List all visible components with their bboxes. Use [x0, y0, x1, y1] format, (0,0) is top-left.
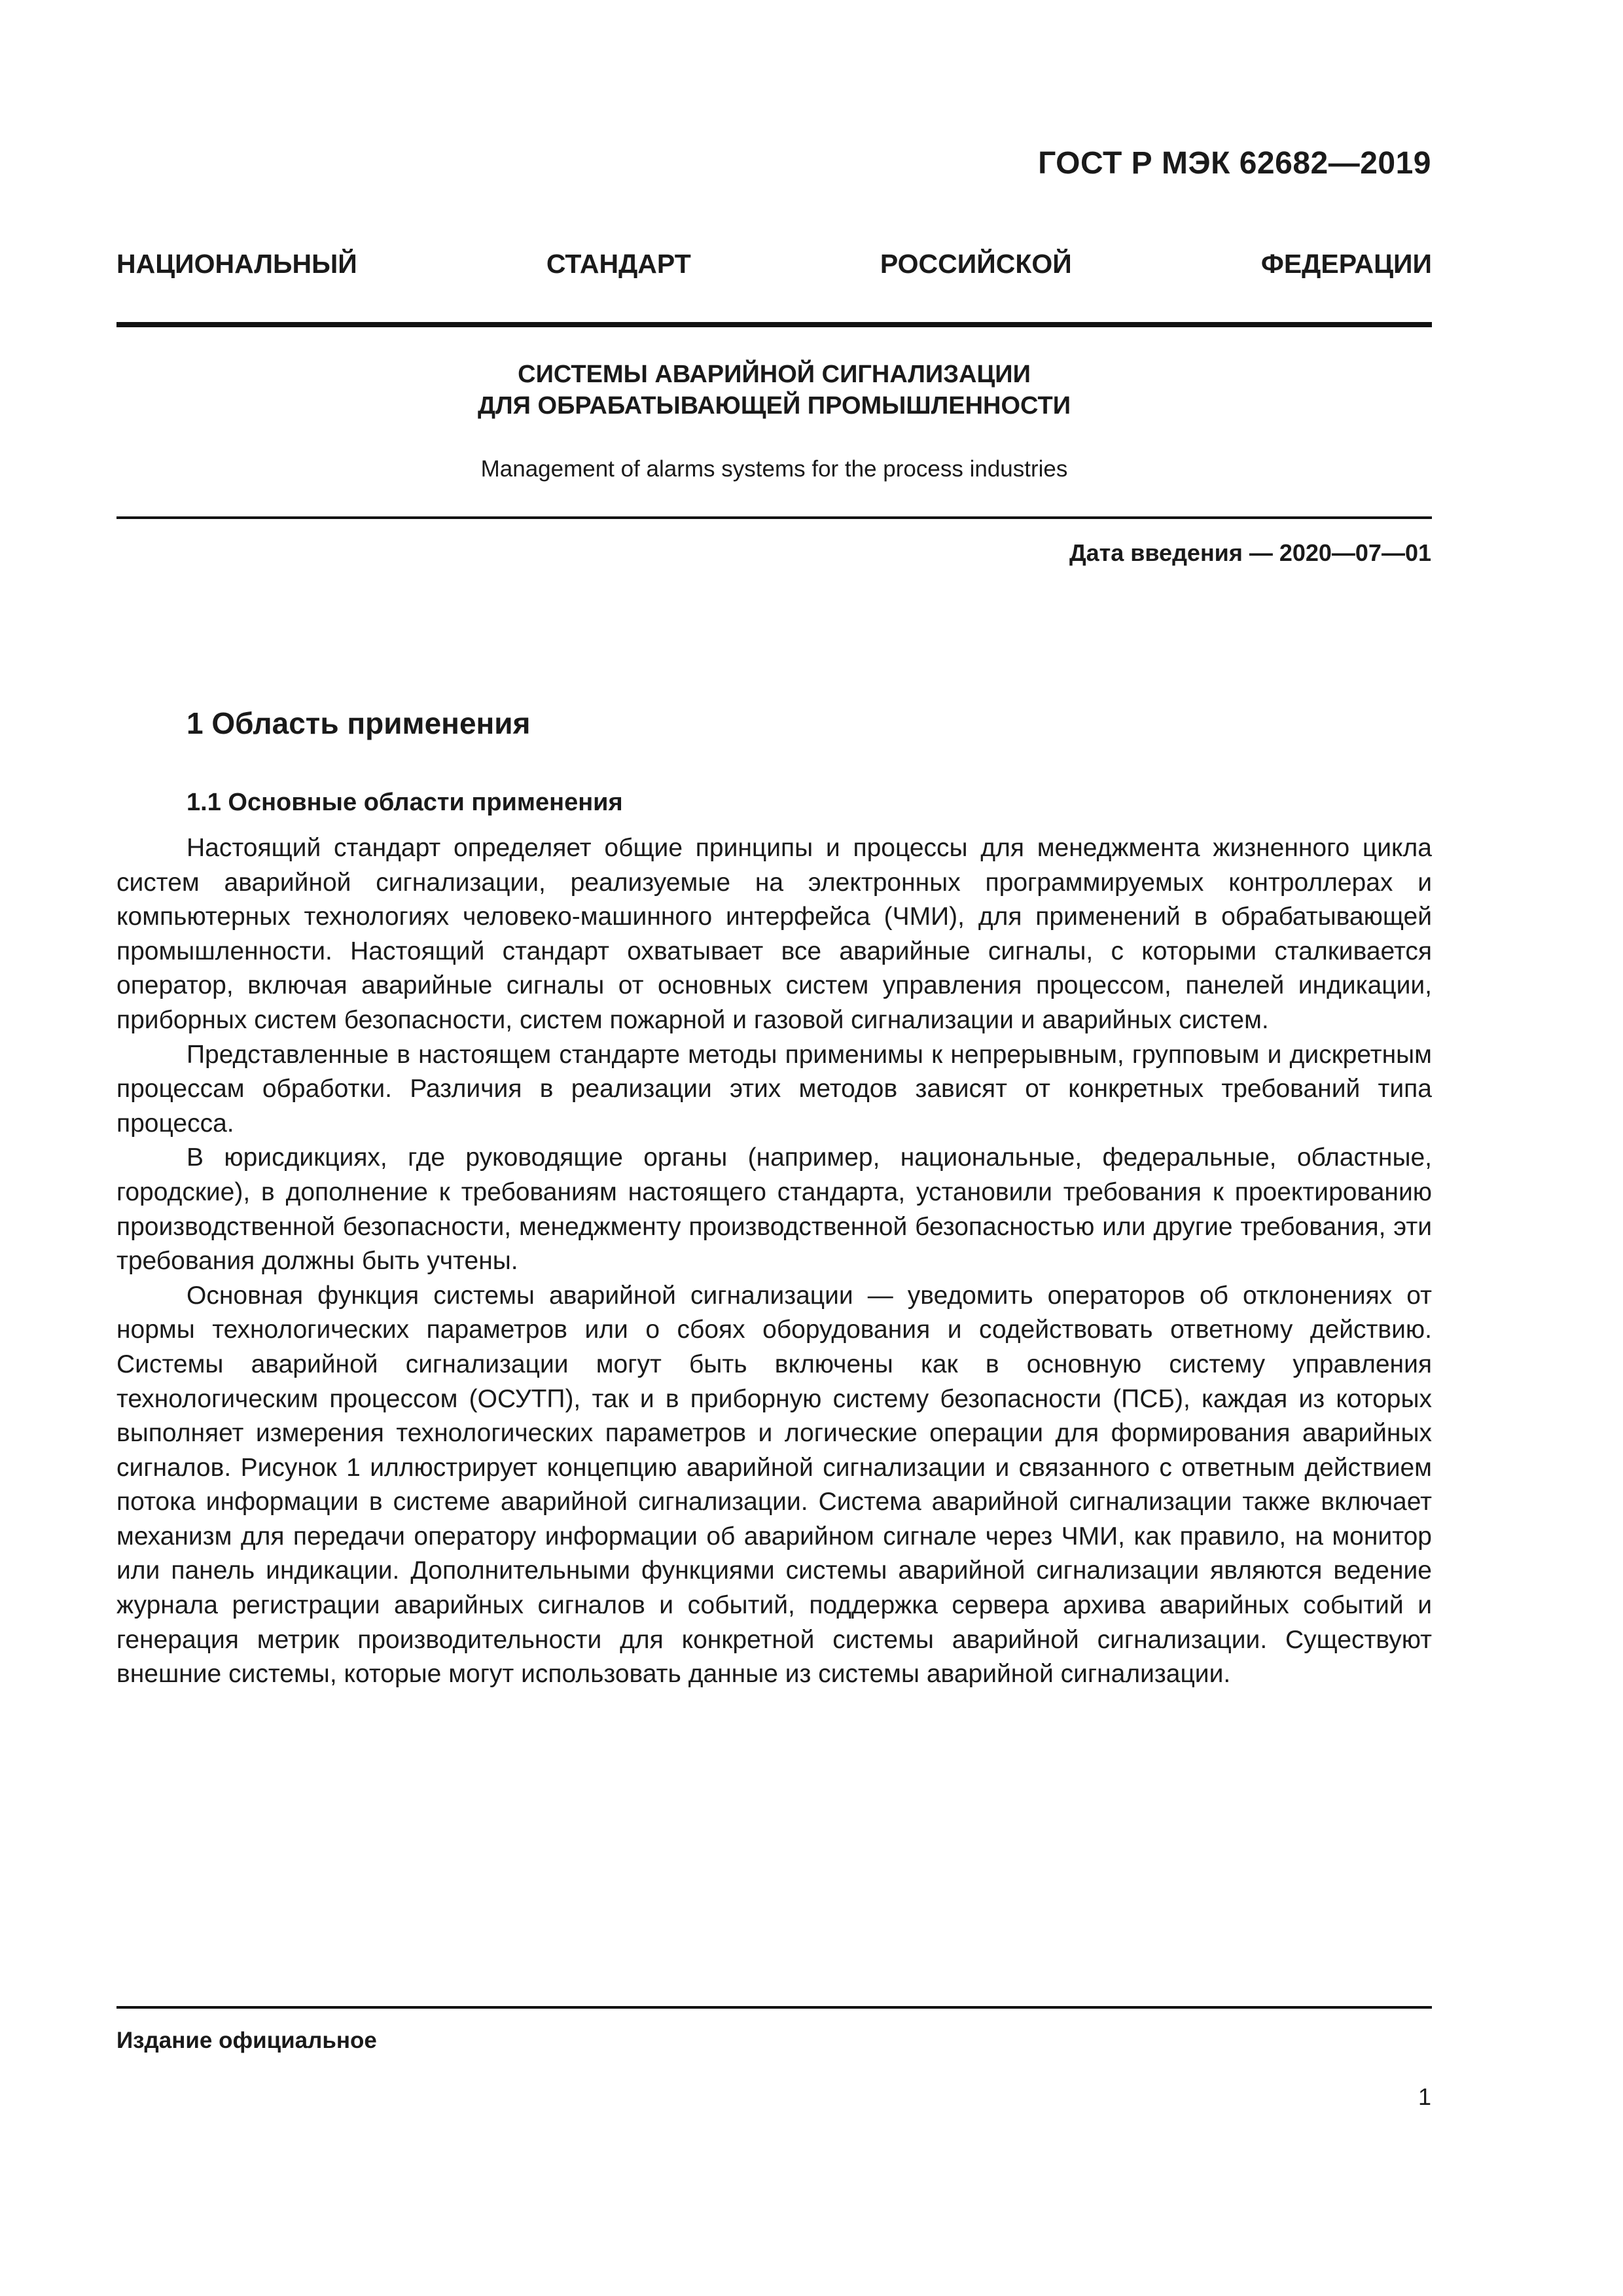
body-text: [116, 831, 1432, 1692]
national-standard-word: НАЦИОНАЛЬНЫЙ: [116, 249, 357, 279]
national-standard-heading: [116, 249, 1432, 279]
section-title: 1 Область применения: [187, 706, 531, 740]
paragraph: В юрисдикциях, где руководящие органы (например, национальные, федеральные, областные, городские), в дополнение к требованиям настоящего стандарта, установили требования к проектированию производственной безопасности, менеджменту производственной безопасностью или другие требования, эти требования должны быть учтены.: [116, 1143, 1432, 1276]
header-divider-thin: [116, 516, 1432, 519]
english-title: Management of alarms systems for the process industries: [480, 456, 1068, 482]
document-title-line: СИСТЕМЫ АВАРИЙНОЙ СИГНАЛИЗАЦИИ: [518, 361, 1031, 388]
page-number: 1: [1418, 2083, 1431, 2110]
document-title: [116, 359, 1432, 422]
paragraph: Основная функция системы аварийной сигнализации — уведомить операторов об отклонениях от нормы технологических параметров или о сбоях оборудования и содействовать ответному действию. Системы аварийной сигнализации могут быть включены как в основную систему управления технологическим процессом (ОСУТП), так и в приборную систему безопасности (ПСБ), каждая из которых выполняет измерения технологических параметров и логические операции для формирования аварийных сигналов. Рисунок 1 иллюстрирует концепцию аварийной сигнализации и связанного с ответным действием потока информации в системе аварийной сигнализации. Система аварийной сигнализации также включает механизм для передачи оператору информации об аварийном сигнале через ЧМИ, как правило, на монитор или панель индикации. Дополнительными функциями системы аварийной сигнализации являются ведение журнала регистрации аварийных сигналов и событий, поддержка сервера архива аварийных событий и генерация метрик производительности для конкретной системы аварийной сигнализации. Существуют внешние системы, которые могут использовать данные из системы аварийной сигнализации.: [116, 1281, 1432, 1689]
paragraph: Настоящий стандарт определяет общие принципы и процессы для менеджмента жизненного цикла систем аварийной сигнализации, реализуемые на электронных программируемых контроллерах и компьютерных технологиях человеко-машинного интерфейса (ЧМИ), для применений в обрабатывающей промышленности. Настоящий стандарт охватывает все аварийные сигналы, с которыми сталкивается оператор, включая аварийные сигналы от основных систем управления процессом, панелей индикации, приборных систем безопасности, систем пожарной и газовой сигнализации и аварийных систем.: [116, 834, 1432, 1034]
document-title-line: ДЛЯ ОБРАБАТЫВАЮЩЕЙ ПРОМЫШЛЕННОСТИ: [477, 392, 1071, 420]
edition-label: Издание официальное: [116, 2028, 377, 2053]
introduction-date: Дата введения — 2020—07—01: [1069, 539, 1431, 566]
national-standard-word: СТАНДАРТ: [546, 249, 691, 279]
national-standard-word: ФЕДЕРАЦИИ: [1260, 249, 1432, 279]
footer-divider: [116, 2006, 1432, 2009]
subsection-title: 1.1 Основные области применения: [187, 789, 623, 816]
paragraph: Представленные в настоящем стандарте методы применимы к непрерывным, групповым и дискретным процессам обработки. Различия в реализации этих методов зависят от конкретных требований типа процесса.: [116, 1040, 1432, 1138]
national-standard-word: РОССИЙСКОЙ: [880, 249, 1072, 279]
document-designation: ГОСТ Р МЭК 62682—2019: [1038, 146, 1431, 181]
header-divider-thick: [116, 322, 1432, 327]
